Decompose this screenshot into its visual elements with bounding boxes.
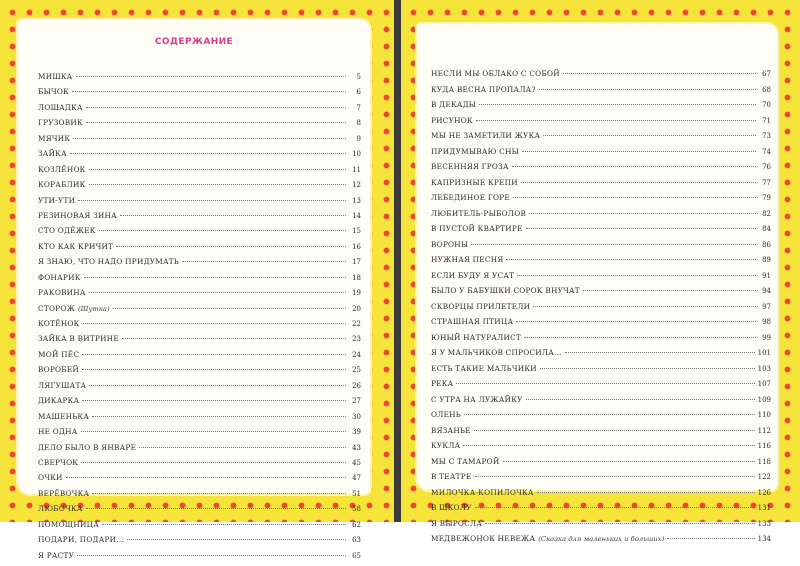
dot-leader (513, 197, 756, 198)
dot-leader (92, 416, 346, 417)
dot-leader (84, 277, 346, 278)
toc-entry-page-number: 30 (352, 412, 361, 421)
toc-entry-page-number: 84 (762, 225, 771, 234)
toc-entry-title: МЫ НЕ ЗАМЕТИЛИ ЖУКА (431, 131, 541, 141)
toc-entry-title: В ПУСТОЙ КВАРТИРЕ (431, 224, 523, 234)
toc-entry (38, 134, 361, 149)
dot-leader (86, 122, 346, 123)
toc-entry-title: РЕКА (431, 379, 454, 389)
toc-entry-page-number: 65 (352, 551, 361, 560)
toc-entry (431, 348, 771, 364)
dot-leader (116, 246, 346, 247)
dot-leader (113, 308, 346, 309)
toc-entry-title: ВЯЗАНЬЕ (431, 425, 471, 435)
toc-entry-page-number: 39 (352, 428, 361, 437)
toc-entry (38, 226, 361, 241)
toc-entry-title: С УТРА НА ЛУЖАЙКУ (431, 394, 523, 404)
toc-entry-title: НЕ ОДНА (38, 427, 78, 437)
dot-leader (475, 476, 755, 477)
toc-entry (431, 441, 771, 457)
toc-entry-title: ЛЕБЕДИНОЕ ГОРЕ (431, 193, 510, 203)
toc-entry (431, 286, 771, 302)
toc-entry (431, 69, 771, 85)
toc-entry (38, 350, 361, 365)
toc-entry-page-number: 62 (352, 520, 361, 529)
toc-entry-page-number: 98 (762, 318, 771, 327)
toc-entry-title: ЕСЛИ БУДУ Я УСАТ (431, 270, 515, 280)
dot-leader (583, 290, 756, 291)
toc-entry-title: КАПРИЗНЫЕ КРЕПИ (431, 177, 518, 187)
toc-entry-page-number: 91 (762, 271, 771, 280)
toc-entry (38, 87, 361, 102)
dot-leader (516, 321, 756, 322)
toc-entry (38, 520, 361, 535)
toc-entry (431, 317, 771, 333)
dot-leader (120, 215, 346, 216)
toc-entry (38, 489, 361, 504)
toc-entry (38, 304, 361, 319)
toc-entry-note: (Сказка для маленьких и больших) (538, 535, 665, 544)
toc-entry (431, 162, 771, 178)
dot-leader (81, 431, 346, 432)
toc-entry-page-number: 22 (352, 320, 361, 328)
toc-entry-title: СКВОРЦЫ ПРИЛЕТЕЛИ (431, 301, 531, 311)
toc-entry-page-number: 89 (762, 256, 771, 265)
toc-entry-page-number: 126 (757, 488, 771, 497)
toc-entry-page-number: 7 (356, 103, 361, 112)
toc-entry (38, 103, 361, 118)
toc-entry-page-number: 43 (352, 443, 361, 452)
dot-leader (540, 368, 755, 369)
dot-leader (86, 508, 346, 509)
toc-entry (431, 131, 771, 147)
dot-leader (89, 169, 346, 170)
toc-entry (38, 504, 361, 519)
toc-entry (431, 395, 771, 411)
toc-entry-title: ЛЮБИТЕЛЬ-РЫБОЛОВ (431, 208, 527, 218)
toc-entry-title: ФОНАРИК (38, 272, 81, 282)
toc-entry-page-number: 10 (352, 150, 361, 159)
toc-entry-page-number: 71 (762, 116, 771, 125)
toc-entry-page-number: 8 (356, 119, 361, 128)
toc-entry-title: КОРАБЛИК (38, 180, 86, 190)
toc-entry (431, 193, 771, 209)
dot-leader (77, 555, 346, 556)
toc-entry-title: КОЗЛЁНОК (38, 164, 86, 174)
toc-entry-page-number: 118 (757, 457, 771, 466)
toc-entry (38, 273, 361, 288)
toc-entry-title: МОЙ ПЁС (38, 349, 80, 359)
toc-entry-title: ЗАЙКА В ВИТРИНЕ (38, 334, 119, 344)
dot-leader (102, 524, 346, 525)
toc-entry-title: КОТЁНОК (38, 319, 80, 328)
toc-entry-title: РИСУНОК (431, 115, 473, 125)
toc-entry-title: ЮНЫЙ НАТУРАЛИСТ (431, 332, 522, 342)
toc-entry (38, 118, 361, 133)
toc-entry (431, 472, 771, 488)
toc-entry-title: Я ВЫРОСЛА (431, 518, 483, 528)
dot-leader (89, 385, 346, 386)
right-content-sheet (417, 24, 777, 544)
toc-entry-title: ОЛЕНЬ (431, 410, 461, 420)
toc-entry-page-number: 18 (352, 273, 361, 282)
dot-leader (522, 151, 756, 152)
toc-entry-page-number: 97 (762, 302, 771, 311)
toc-entry-page-number: 51 (352, 489, 361, 498)
toc-entry-title: ДИКАРКА (38, 396, 80, 406)
toc-entry-page-number: 19 (352, 289, 361, 298)
toc-entry-title: МЯЧИК (38, 133, 71, 143)
toc-entry (38, 257, 361, 272)
toc-entry-title: ГРУЗОВИК (38, 118, 83, 128)
toc-entry-title: СТРАШНАЯ ПТИЦА (431, 317, 514, 327)
dot-leader (526, 228, 756, 229)
toc-entry-page-number: 17 (352, 258, 361, 267)
toc-entry (431, 503, 771, 519)
toc-entry (38, 334, 361, 349)
toc-entry-note: (Шутка) (78, 304, 110, 313)
toc-entry-page-number: 94 (762, 287, 771, 296)
dot-leader (476, 120, 756, 121)
dot-leader (471, 244, 756, 245)
toc-entry-page-number: 25 (352, 366, 361, 375)
toc-entry-title: МАШЕНЬКА (38, 411, 90, 421)
left-content-sheet (18, 20, 370, 560)
toc-entry-title: Я ЗНАЮ, ЧТО НАДО ПРИДУМАТЬ (38, 257, 180, 267)
toc-entry-title: СТОРОЖ (38, 303, 76, 313)
toc-entry-page-number: 15 (352, 227, 361, 236)
toc-entry-page-number: 63 (352, 536, 361, 545)
toc-entry (431, 178, 771, 194)
dot-leader (533, 306, 756, 307)
dot-leader (127, 539, 346, 540)
toc-entry (38, 288, 361, 303)
toc-entry-title: МЫ С ТАМАРОЙ (431, 456, 500, 466)
toc-entry (38, 381, 361, 396)
toc-entry-title: ЛЯГУШАТА (38, 380, 87, 390)
toc-entry-page-number: 107 (757, 380, 771, 389)
toc-entry-title: КУДА ВЕСНА ПРОПАЛА? (431, 84, 536, 94)
toc-entry-title: ПОМОЩНИЦА (38, 519, 99, 529)
toc-entry-title: ПРИДУМЫВАЮ СНЫ (431, 146, 520, 156)
toc-entry (431, 209, 771, 225)
toc-entry (38, 211, 361, 226)
toc-entry (431, 116, 771, 132)
toc-entry-title: Я У МАЛЬЧИКОВ СПРОСИЛА... (431, 348, 562, 358)
toc-entry-page-number: 133 (757, 519, 771, 528)
toc-entry-page-number: 11 (352, 165, 361, 174)
toc-entry-page-number: 14 (352, 211, 361, 220)
dot-leader (86, 107, 346, 108)
toc-entry-page-number: 74 (762, 147, 771, 156)
toc-entry-page-number: 47 (352, 474, 361, 483)
toc-entry (431, 85, 771, 101)
dot-leader (82, 369, 346, 370)
toc-entry-title: МИШКА (38, 72, 73, 81)
toc-entry-title: БЫЛО У БАБУШКИ СОРОК ВНУЧАТ (431, 286, 580, 296)
toc-entry-title: НУЖНАЯ ПЕСНЯ (431, 255, 504, 265)
dot-leader (464, 414, 755, 415)
toc-entry-title: ЛЮБОЧКА (38, 504, 83, 514)
dot-leader (456, 383, 754, 384)
toc-list-left (38, 72, 361, 566)
book-gutter (394, 0, 401, 522)
dot-leader (139, 447, 346, 448)
dot-leader (667, 538, 754, 539)
toc-entry (38, 427, 361, 442)
toc-entry-title: МЕДВЕЖОНОК НЕВЕЖА (431, 534, 536, 544)
toc-entry (38, 365, 361, 380)
dot-leader (82, 400, 346, 401)
dot-leader (83, 323, 346, 324)
dot-leader (524, 337, 756, 338)
toc-heading: СОДЕРЖАНИЕ (154, 37, 234, 47)
toc-entry-page-number: 13 (352, 196, 361, 205)
toc-entry (431, 410, 771, 426)
toc-entry (431, 255, 771, 271)
toc-entry-page-number: 99 (762, 333, 771, 342)
toc-entry (38, 551, 361, 566)
toc-entry (38, 196, 361, 211)
toc-entry-title: ВОРОБЕЙ (38, 365, 80, 375)
toc-entry-page-number: 58 (352, 505, 361, 514)
toc-entry-title: ПОДАРИ, ПОДАРИ... (38, 535, 125, 545)
toc-entry (38, 72, 361, 87)
dot-leader (92, 493, 346, 494)
dot-leader (66, 477, 346, 478)
toc-entry (38, 396, 361, 411)
dot-leader (182, 261, 346, 262)
toc-entry-page-number: 73 (762, 132, 771, 141)
toc-entry-page-number: 6 (356, 88, 361, 97)
toc-entry (431, 488, 771, 504)
dot-leader (512, 166, 756, 167)
toc-entry (38, 165, 361, 180)
toc-entry (431, 240, 771, 256)
left-page (0, 0, 394, 560)
dot-leader (82, 354, 346, 355)
dot-leader (89, 292, 346, 293)
toc-entry (431, 100, 771, 116)
toc-entry-page-number: 45 (352, 458, 361, 467)
toc-entry-title: В ДЕКАДЫ (431, 100, 477, 110)
toc-entry-title: ОЧКИ (38, 473, 63, 483)
dot-leader (70, 153, 346, 154)
toc-entry-title: МИЛОЧКА-КОПИЛОЧКА (431, 487, 534, 497)
dot-leader (72, 91, 346, 92)
toc-entry (431, 426, 771, 442)
toc-entry-page-number: 109 (757, 395, 771, 404)
toc-entry-page-number: 116 (757, 442, 771, 451)
dot-leader (76, 76, 346, 77)
toc-entry-page-number: 101 (757, 349, 771, 358)
toc-entry (38, 242, 361, 257)
toc-entry-page-number: 9 (356, 134, 361, 143)
toc-entry-title: РЕЗИНОВАЯ ЗИНА (38, 210, 117, 220)
toc-entry (38, 443, 361, 458)
toc-entry-page-number: 16 (352, 242, 361, 251)
toc-entry-page-number: 110 (757, 411, 771, 420)
dot-leader (81, 462, 346, 463)
dot-leader (563, 73, 756, 74)
dot-leader (529, 213, 756, 214)
right-page (401, 0, 800, 544)
dot-leader (543, 135, 756, 136)
toc-entry-title: БЫЧОК (38, 87, 70, 97)
dot-leader (485, 523, 755, 524)
toc-entry (38, 149, 361, 164)
dot-leader (565, 352, 755, 353)
toc-entry-title: Я РАСТУ (38, 550, 75, 560)
toc-entry (431, 379, 771, 395)
toc-entry (38, 180, 361, 195)
dot-leader (122, 338, 346, 339)
toc-entry (431, 147, 771, 163)
toc-entry-page-number: 76 (762, 163, 771, 172)
toc-entry (431, 302, 771, 318)
toc-entry (431, 224, 771, 240)
toc-entry (38, 535, 361, 550)
dot-leader (517, 275, 756, 276)
dot-leader (89, 184, 346, 185)
toc-entry-page-number: 77 (762, 178, 771, 187)
toc-entry (431, 519, 771, 535)
toc-entry-page-number: 26 (352, 381, 361, 390)
dot-leader (506, 259, 756, 260)
toc-entry-page-number: 27 (352, 397, 361, 406)
toc-entry (38, 458, 361, 473)
toc-entry-title: ВЕРЁВОЧКА (38, 488, 90, 498)
toc-entry-title: СВЕРЧОК (38, 457, 79, 467)
toc-entry (431, 364, 771, 380)
dot-leader (539, 89, 756, 90)
toc-entry-title: НЕСЛИ МЫ ОБЛАКО С СОБОЙ (431, 69, 560, 78)
toc-entry-page-number: 23 (352, 335, 361, 344)
dot-leader (475, 507, 755, 508)
dot-leader (474, 430, 755, 431)
dot-leader (78, 200, 346, 201)
toc-entry-page-number: 131 (757, 504, 771, 513)
toc-entry-title: ЗАЙКА (38, 149, 67, 159)
toc-entry-page-number: 122 (757, 473, 771, 482)
dot-leader (463, 445, 754, 446)
toc-entry-page-number: 134 (757, 535, 771, 544)
toc-entry-title: УТИ-УТИ (38, 195, 76, 205)
toc-entry-title: ДЕЛО БЫЛО В ЯНВАРЕ (38, 442, 137, 452)
toc-entry-page-number: 24 (352, 350, 361, 359)
toc-entry (38, 412, 361, 427)
toc-entry (431, 457, 771, 473)
dot-leader (526, 399, 755, 400)
toc-entry (38, 473, 361, 488)
dot-leader (537, 492, 755, 493)
toc-entry-page-number: 70 (762, 101, 771, 110)
toc-entry-title: ВЕСЕННЯЯ ГРОЗА (431, 162, 509, 172)
toc-entry-title: В ШКОЛУ (431, 503, 472, 513)
toc-entry-page-number: 79 (762, 194, 771, 203)
toc-list-right (431, 69, 771, 550)
toc-entry-page-number: 82 (762, 209, 771, 218)
dot-leader (73, 138, 346, 139)
toc-entry-page-number: 67 (762, 70, 771, 78)
toc-entry (431, 333, 771, 349)
toc-entry-page-number: 5 (356, 73, 361, 81)
toc-entry-title: ВОРОНЫ (431, 239, 469, 249)
toc-entry-page-number: 86 (762, 240, 771, 249)
toc-entry-title: КТО КАК КРИЧИТ (38, 241, 114, 251)
toc-entry-page-number: 112 (757, 426, 771, 435)
toc-entry-page-number: 68 (762, 85, 771, 94)
toc-entry-title: КУКЛА (431, 441, 461, 451)
toc-entry-title: СТО ОДЁЖЕК (38, 226, 96, 236)
dot-leader (521, 182, 756, 183)
toc-entry (431, 271, 771, 287)
toc-entry-title: В ТЕАТРЕ (431, 472, 472, 482)
toc-entry (38, 319, 361, 334)
toc-entry-page-number: 12 (352, 181, 361, 190)
toc-entry (431, 534, 771, 550)
toc-entry-page-number: 20 (352, 304, 361, 313)
toc-entry-title: ЛОШАДКА (38, 102, 83, 112)
toc-entry-title: ЕСТЬ ТАКИЕ МАЛЬЧИКИ (431, 363, 537, 373)
toc-entry-page-number: 103 (757, 364, 771, 373)
dot-leader (503, 461, 755, 462)
toc-entry-title: РАКОВИНА (38, 288, 86, 298)
dot-leader (99, 230, 346, 231)
dot-leader (479, 104, 756, 105)
